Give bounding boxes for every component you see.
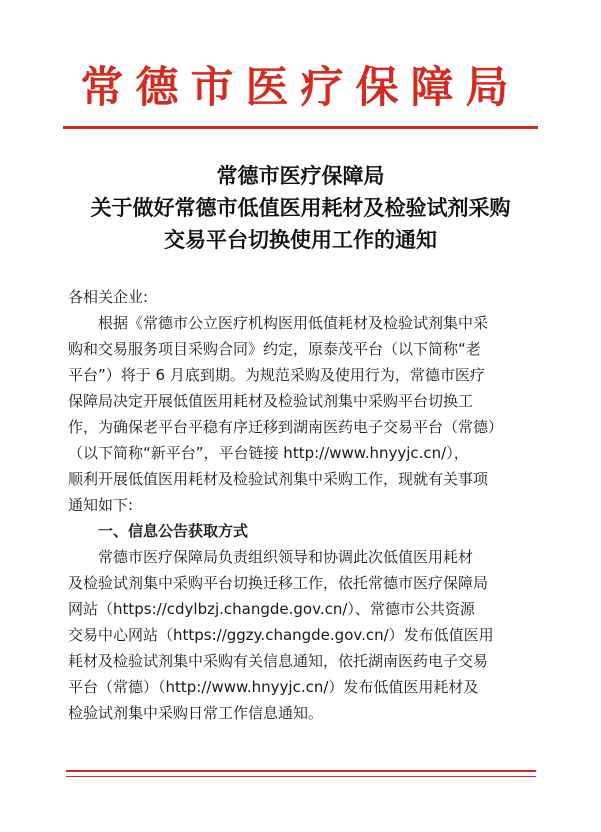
notice-body <box>68 284 538 726</box>
notice-title <box>40 160 561 256</box>
paragraph-line: 保障局决定开展低值医用耗材及检验试剂集中采购平台切换工 <box>68 392 474 410</box>
letterhead-title: 常德市医疗保障局 <box>80 63 521 113</box>
paragraph-line: 耗材及检验试剂集中采购有关信息通知，依托湖南医药电子交易 <box>68 652 489 670</box>
paragraph-line: 顺利开展低值医用耗材及检验试剂集中采购工作，现就有关事项 <box>68 470 489 488</box>
paragraph-line: 平台”）将于 6 月底到期。为规范采购及使用行为，常德市医疗 <box>68 366 485 384</box>
section-heading: 一、信息公告获取方式 <box>98 522 249 540</box>
paragraph-line: 平台（常德）（http://www.hnyyjc.cn/）发布低值医用耗材及 <box>68 678 479 696</box>
title-line-2: 关于做好常德市低值医用耗材及检验试剂采购 <box>90 195 511 220</box>
paragraph-line: 检验试剂集中采购日常工作信息通知。 <box>68 704 324 722</box>
paragraph-line: 通知如下: <box>68 496 134 514</box>
paragraph-line: 常德市医疗保障局负责组织领导和协调此次低值医用耗材 <box>98 548 474 566</box>
salutation: 各相关企业: <box>68 288 149 306</box>
paragraph-line: （以下简称“新平台”，平台链接 http://www.hnyyjc.cn/）， <box>68 444 469 462</box>
footer-divider-thick <box>66 770 536 772</box>
footer-divider-thin <box>66 776 536 777</box>
title-line-1: 常德市医疗保障局 <box>216 163 385 188</box>
paragraph-line: 作，为确保老平台平稳有序迁移到湖南医药电子交易平台（常德） <box>68 418 504 436</box>
letterhead-divider <box>63 126 538 129</box>
paragraph-line: 网站（https://cdylbzj.changde.gov.cn/）、常德市公共资源 <box>68 600 475 618</box>
paragraph-line: 及检验试剂集中采购平台切换迁移工作，依托常德市医疗保障局 <box>68 574 489 592</box>
paragraph-line: 根据《常德市公立医疗机构医用低值耗材及检验试剂集中采 <box>98 314 489 332</box>
title-line-3: 交易平台切换使用工作的通知 <box>164 227 437 252</box>
paragraph-line: 购和交易服务项目采购合同》约定，原泰茂平台（以下简称“老 <box>68 340 481 358</box>
paragraph-line: 交易中心网站（https://ggzy.changde.gov.cn/）发布低值医用 <box>68 626 494 644</box>
